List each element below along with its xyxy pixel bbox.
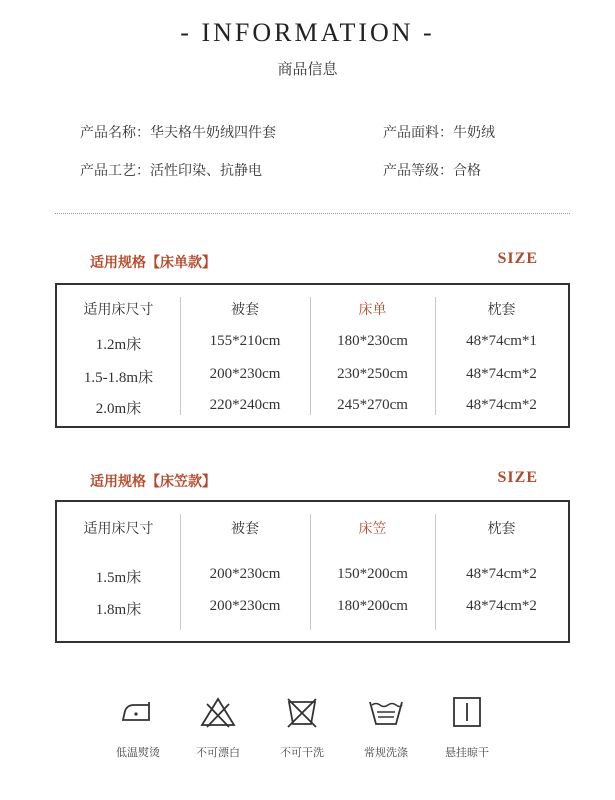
table-cell: 1.8m床 [95,602,142,618]
care-item-iron [98,694,178,760]
table-cell: 230*250cm [337,366,408,382]
product-grade [383,160,481,180]
care-label: 常规洗涤 [364,746,408,759]
table-cell: 200*230cm [209,366,281,382]
table-cell: 155*210cm [209,333,281,349]
product-fabric-label: 产品面料： [383,125,453,141]
product-fabric-value: 牛奶绒 [453,125,495,141]
table-cell: 1.5m床 [95,570,142,586]
table-header-pillowcase: 枕套 [487,302,516,318]
table-cell: 150*200cm [337,566,408,582]
fitted-size-label: SIZE [497,469,538,486]
table-cell: 180*230cm [337,333,408,349]
page-subtitle: 商品信息 [277,60,338,78]
table-cell: 2.0m床 [95,401,142,417]
wash-icon [366,694,406,730]
product-name [80,122,276,142]
table-cell: 245*270cm [337,397,408,413]
product-grade-label: 产品等级： [383,163,453,179]
table-cell: 1.2m床 [95,337,142,353]
table-cell: 48*74cm*2 [466,566,537,582]
iron-icon [118,694,158,730]
table-cell: 48*74cm*2 [466,598,537,614]
table-header-duvet: 被套 [231,521,259,537]
table-header-bed-size: 适用床尺寸 [83,302,154,318]
product-fabric [383,122,495,142]
table-cell: 200*230cm [209,598,281,614]
table-cell: 220*240cm [209,397,281,413]
table-cell: 48*74cm*1 [466,333,537,349]
care-label: 不可漂白 [196,746,240,759]
care-item-no-dry-clean [262,694,342,760]
care-label: 不可干洗 [280,746,324,759]
product-craft [80,160,262,180]
hang-dry-icon [447,694,487,730]
product-name-value: 华夫格牛奶绒四件套 [150,125,276,141]
care-item-hang-dry [427,694,507,760]
care-label: 悬挂晾干 [445,746,489,759]
product-craft-value: 活性印染、抗静电 [150,163,262,179]
table-header-fitted-sheet: 床笠 [358,521,387,537]
sheet-size-table [55,283,570,428]
product-grade-value: 合格 [453,163,481,179]
table-header-sheet: 床单 [358,302,387,318]
care-item-wash [346,694,426,760]
sheet-size-label: SIZE [497,250,538,267]
sheet-section-label: 适用规格【床单款】 [90,255,216,271]
no-dry-clean-icon [282,694,322,730]
page-title: - INFORMATION - [180,18,435,47]
table-cell: 180*200cm [337,598,408,614]
table-header-bed-size: 适用床尺寸 [83,521,154,537]
care-label: 低温熨烫 [116,746,160,759]
no-bleach-icon [198,694,238,730]
care-item-no-bleach [178,694,258,760]
table-header-pillowcase: 枕套 [487,521,516,537]
table-cell: 200*230cm [209,566,281,582]
table-cell: 48*74cm*2 [466,397,537,413]
table-header-duvet: 被套 [231,302,259,318]
dotted-divider [55,213,570,214]
table-cell: 48*74cm*2 [466,366,537,382]
product-craft-label: 产品工艺： [80,163,150,179]
fitted-section-label: 适用规格【床笠款】 [90,474,216,490]
fitted-size-table [55,500,570,643]
table-cell: 1.5-1.8m床 [83,370,154,386]
product-name-label: 产品名称： [80,125,150,141]
